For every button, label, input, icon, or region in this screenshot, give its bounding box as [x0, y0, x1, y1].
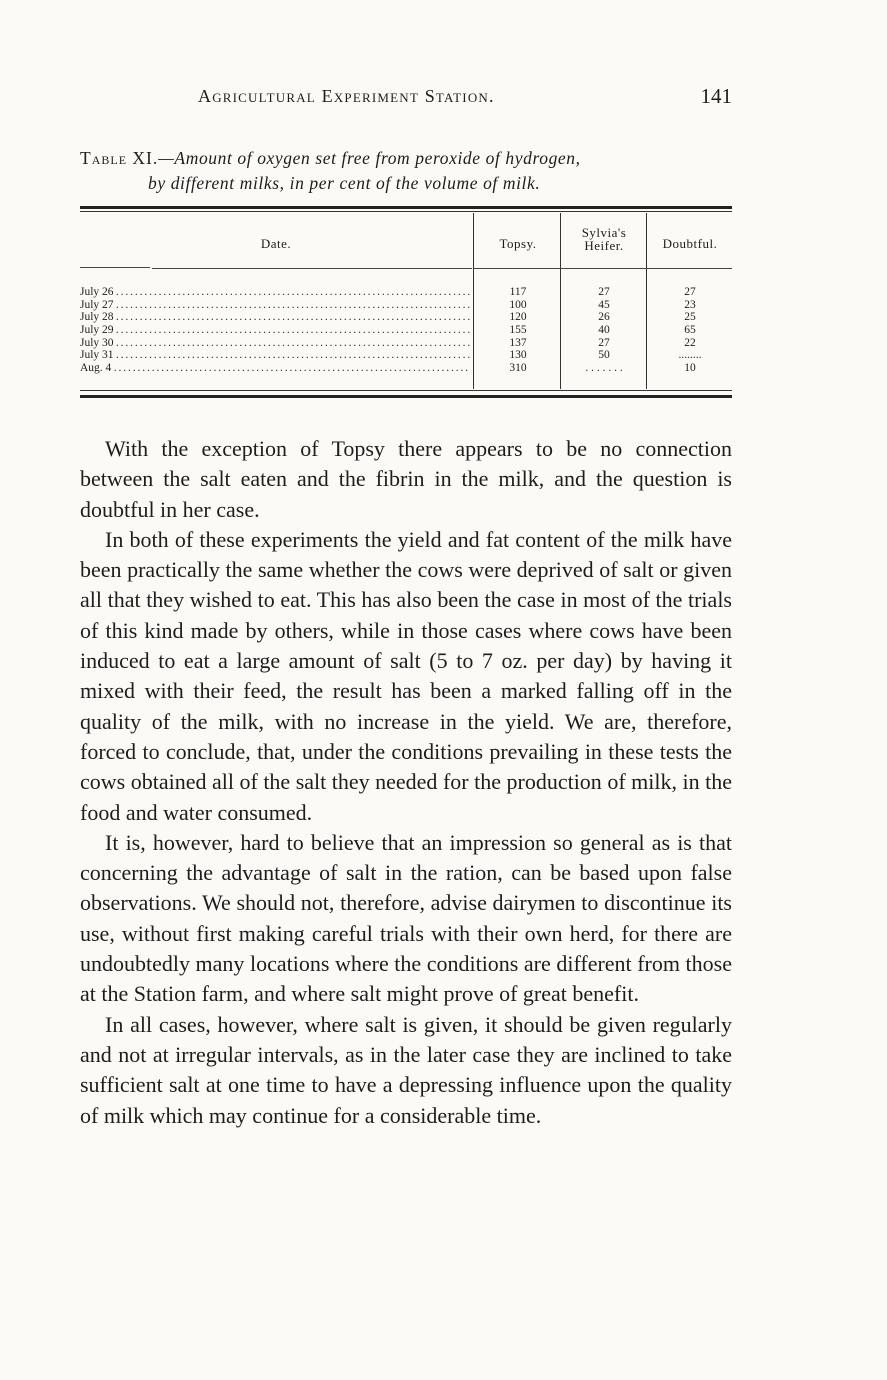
table-row	[80, 324, 732, 337]
cell-topsy: 120	[509, 311, 527, 324]
running-head: Agricultural Experiment Station.	[198, 86, 495, 106]
cell-date: July 29 . . .	[80, 324, 472, 337]
table-bottom-rule	[80, 395, 732, 398]
table-body	[80, 286, 732, 375]
cell-doubtful: 10	[684, 362, 696, 375]
cell-doubtful: 25	[684, 311, 696, 324]
page-header	[80, 84, 732, 114]
cell-sylvia: 26	[598, 311, 610, 324]
cell-sylvia: 40	[598, 324, 610, 337]
column-header-date: Date.	[260, 236, 292, 251]
table-label: Table XI.	[80, 148, 159, 168]
header-rule	[474, 268, 732, 269]
cell-sylvia: 45	[598, 298, 610, 311]
paragraph: In all cases, however, where salt is given, it should be given regularly and not at irregular intervals, as in the later case they are inclined to take sufficient salt at one time to have a depressing influence upon the quality of milk which may continue for a considerable time.	[80, 1011, 732, 1128]
cell-date: July 27 . . .	[80, 299, 472, 312]
cell-date: July 30 . . .	[80, 337, 472, 350]
cell-topsy: 155	[509, 324, 527, 337]
cell-sylvia: . . . . . . .	[585, 362, 623, 375]
caption-line-2: by different milks, in per cent of the volume of milk.	[148, 173, 541, 193]
table-row	[80, 349, 732, 362]
header-rule	[80, 267, 150, 268]
cell-doubtful: 23	[684, 298, 696, 311]
table-top-rule-thin	[80, 211, 732, 212]
cell-topsy: 100	[509, 298, 527, 311]
paragraph: In both of these experiments the yield and fat content of the milk have been practically the same whether the cows were deprived of salt or given all that they wished to eat. This has also been the case in most of the trials of this kind made by others, while in those cases where cows have been induced to eat a large amount of salt (5 to 7 oz. per day) by having it mixed with their feed, the result has been a marked falling off in the quality of the milk, with no increase in the yield. We are, therefore, forced to conclude, that, under the conditions prevailing in these tests the cows obtained all of the salt they needed for the production of milk, in the food and water consumed.	[80, 526, 732, 825]
cell-date: July 31 . . .	[80, 349, 472, 362]
cell-doubtful: 27	[684, 286, 696, 298]
column-header-topsy: Topsy.	[499, 236, 537, 251]
cell-doubtful: 65	[684, 324, 696, 337]
table-bottom-rule-thin	[80, 390, 732, 391]
cell-topsy: 137	[509, 336, 527, 349]
caption-line-1: —Amount of oxygen set free from peroxide of hydrogen,	[158, 148, 581, 168]
cell-topsy: 117	[509, 286, 527, 298]
paragraph: It is, however, hard to believe that an impression so general as is that concerning the advantage of salt in the ration, can be based upon false observations. We should not, therefore, advise dairymen to discontinue its use, without first making careful trials with their own herd, for there are undoubtedly many locations where the conditions are different from those at the Station farm, and where salt might prove of great benefit.	[80, 829, 732, 1007]
cell-doubtful: ........	[678, 349, 702, 362]
column-header-doubtful: Doubtful.	[662, 236, 718, 251]
cell-topsy: 130	[509, 349, 527, 362]
page-number: 141	[700, 84, 732, 108]
table-row	[80, 362, 732, 375]
column-header-sylvia: Sylvia's Heifer.	[581, 225, 627, 253]
cell-sylvia: 50	[598, 349, 610, 362]
cell-sylvia: 27	[598, 286, 610, 298]
table-row	[80, 337, 732, 350]
header-rule	[152, 268, 472, 269]
table-row	[80, 299, 732, 312]
table-top-rule	[80, 206, 732, 209]
paragraph: With the exception of Topsy there appears to be no connection between the salt eaten and the fibrin in the milk, and the question is doubtful in her case.	[80, 436, 732, 522]
cell-sylvia: 27	[598, 336, 610, 349]
table-row	[80, 311, 732, 324]
cell-doubtful: 22	[684, 336, 696, 349]
body-text	[80, 434, 732, 1131]
data-table	[80, 206, 732, 406]
cell-topsy: 310	[509, 362, 527, 375]
table-row	[80, 286, 732, 299]
table-caption	[80, 146, 732, 196]
cell-date: July 28 . . .	[80, 311, 472, 324]
cell-date: Aug. 4 . . .	[80, 362, 472, 375]
cell-date: July 26 . . .	[80, 286, 472, 299]
